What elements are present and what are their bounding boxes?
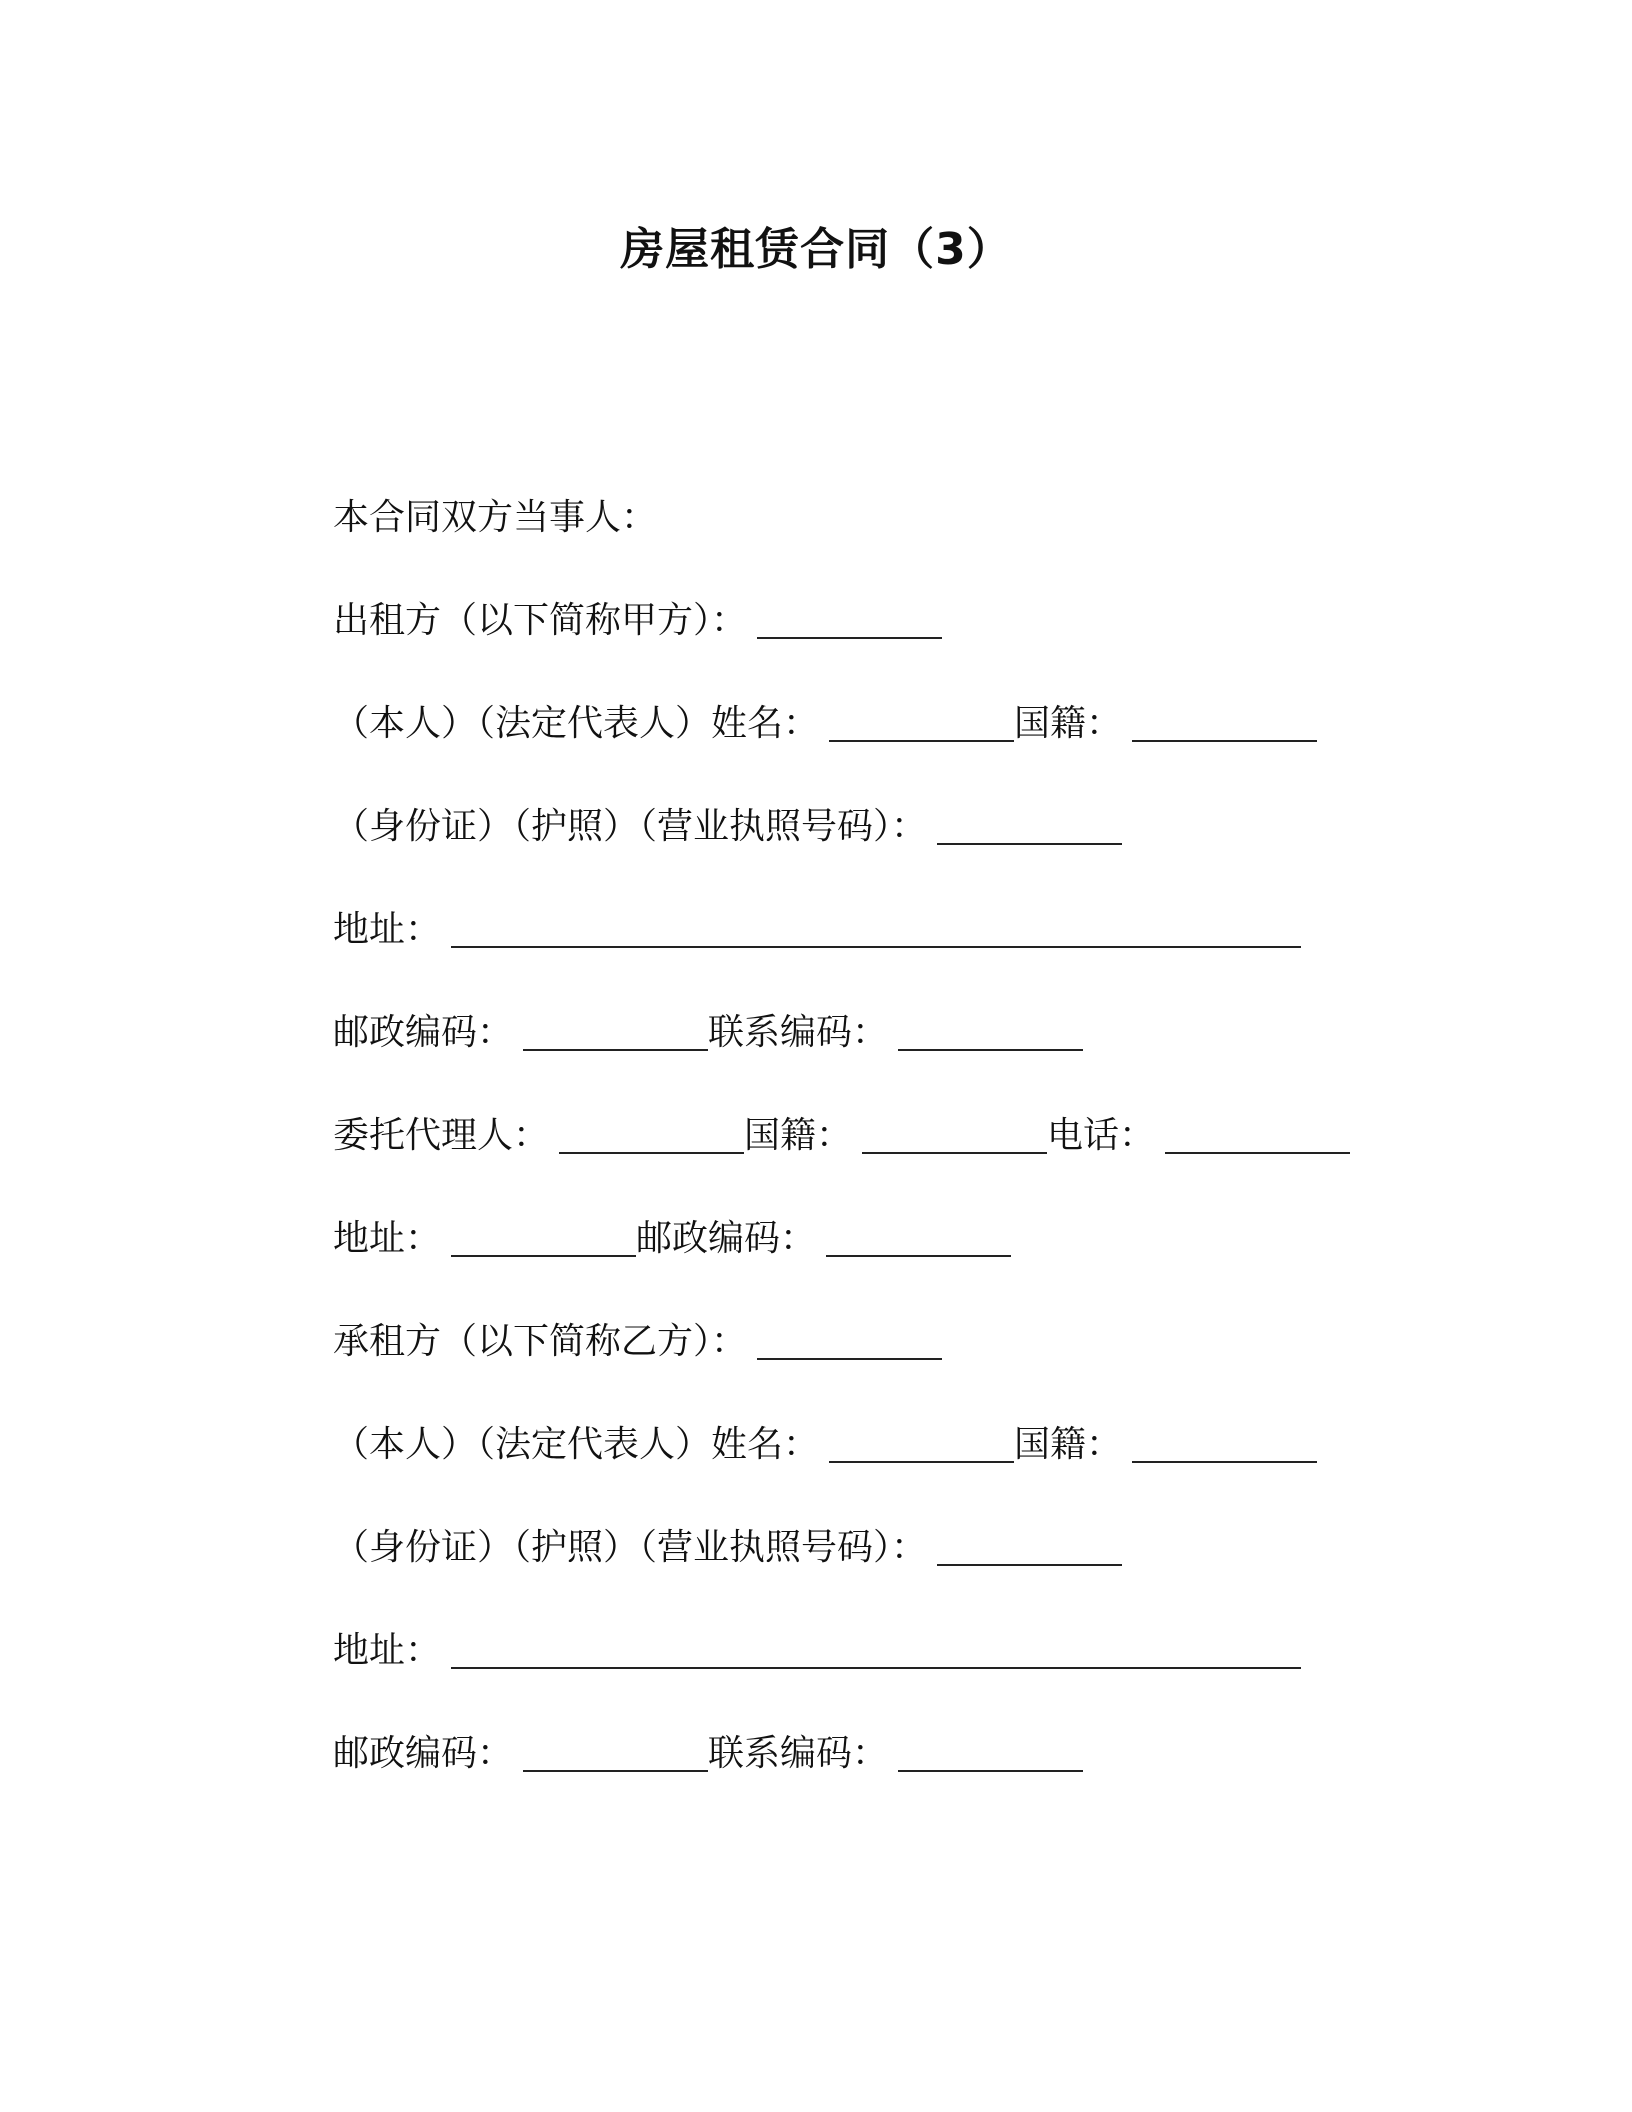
lessee-heading-line: [333, 1318, 942, 1366]
intro-text: 本合同双方当事人：: [333, 497, 658, 538]
agent-phone-label: 电话：: [1047, 1115, 1156, 1156]
lessor-contact-blank[interactable]: [898, 1011, 1083, 1051]
agent-label: 委托代理人：: [333, 1115, 550, 1156]
lessee-party-blank[interactable]: [757, 1320, 942, 1360]
lessor-contact-label: 联系编码：: [708, 1012, 889, 1053]
lessee-address-line: [333, 1627, 1301, 1675]
agent-address-label: 地址：: [333, 1218, 442, 1259]
lessor-postcode-line: [333, 1009, 1083, 1057]
lessee-name-blank[interactable]: [829, 1423, 1014, 1463]
lessee-contact-label: 联系编码：: [708, 1733, 889, 1774]
lessor-heading-line: [333, 597, 942, 645]
agent-nationality-label: 国籍：: [744, 1115, 853, 1156]
lessee-id-line: [333, 1524, 1122, 1572]
lessor-name-blank[interactable]: [829, 702, 1014, 742]
agent-postcode-blank[interactable]: [826, 1217, 1011, 1257]
agent-blank[interactable]: [559, 1114, 744, 1154]
lessee-address-label: 地址：: [333, 1630, 442, 1671]
lessor-nationality-label: 国籍：: [1014, 703, 1123, 744]
lessor-id-line: [333, 803, 1122, 851]
lessor-party-blank[interactable]: [757, 599, 942, 639]
lessor-address-blank[interactable]: [451, 908, 1301, 948]
lessor-id-blank[interactable]: [937, 805, 1122, 845]
lessee-name-line: [333, 1421, 1317, 1469]
agent-nationality-blank[interactable]: [862, 1114, 1047, 1154]
lessor-postcode-label: 邮政编码：: [333, 1012, 514, 1053]
intro-line: [333, 494, 657, 542]
lessee-nationality-label: 国籍：: [1014, 1424, 1123, 1465]
agent-phone-blank[interactable]: [1165, 1114, 1350, 1154]
agent-postcode-label: 邮政编码：: [636, 1218, 817, 1259]
lessee-postcode-label: 邮政编码：: [333, 1733, 514, 1774]
lessor-postcode-blank[interactable]: [523, 1011, 708, 1051]
lessee-contact-blank[interactable]: [898, 1732, 1083, 1772]
lessee-id-label: （身份证）（护照）（营业执照号码）：: [333, 1527, 928, 1568]
lessee-name-label: （本人）（法定代表人）姓名：: [333, 1424, 820, 1465]
agent-line: [333, 1112, 1350, 1160]
lessor-name-line: [333, 700, 1317, 748]
lessee-nationality-blank[interactable]: [1132, 1423, 1317, 1463]
lessee-postcode-blank[interactable]: [523, 1732, 708, 1772]
lessor-address-line: [333, 906, 1301, 954]
lessor-heading: 出租方（以下简称甲方）：: [333, 600, 748, 641]
lessee-heading: 承租方（以下简称乙方）：: [333, 1321, 748, 1362]
lessor-address-label: 地址：: [333, 909, 442, 950]
lessor-id-label: （身份证）（护照）（营业执照号码）：: [333, 806, 928, 847]
agent-address-line: [333, 1215, 1011, 1263]
document-title: 房屋租赁合同（3）: [620, 224, 1012, 275]
agent-address-blank[interactable]: [451, 1217, 636, 1257]
lessee-id-blank[interactable]: [937, 1526, 1122, 1566]
lessee-postcode-line: [333, 1730, 1083, 1778]
lessor-nationality-blank[interactable]: [1132, 702, 1317, 742]
lessor-name-label: （本人）（法定代表人）姓名：: [333, 703, 820, 744]
lessee-address-blank[interactable]: [451, 1629, 1301, 1669]
